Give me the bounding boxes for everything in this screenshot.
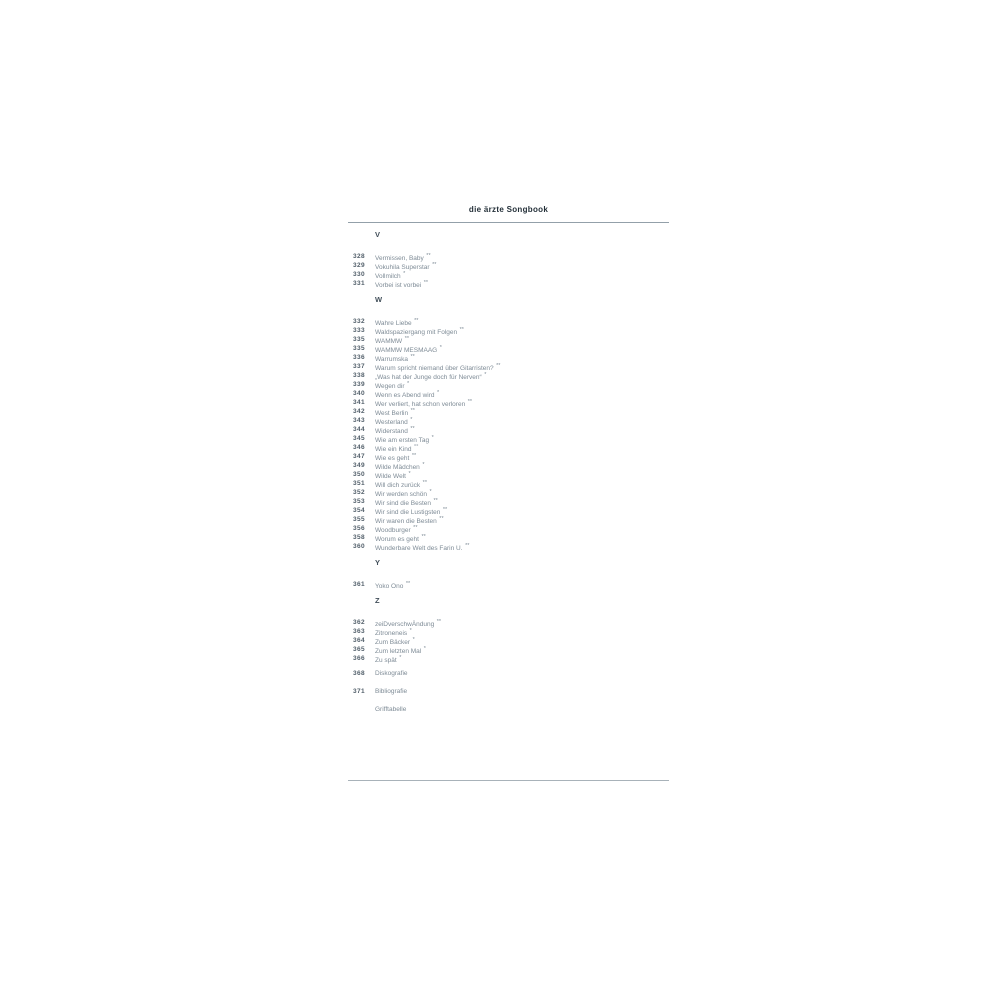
- toc-entry-title: Wahre Liebe **: [375, 318, 419, 327]
- difficulty-mark: *: [408, 417, 413, 423]
- difficulty-mark: *: [397, 655, 402, 661]
- toc-entry-title: Wer verliert, hat schon verloren **: [375, 399, 473, 408]
- difficulty-mark: *: [408, 628, 412, 634]
- toc-entry-title: Wenn es Abend wird *: [375, 390, 440, 399]
- difficulty-mark: *: [482, 372, 487, 378]
- difficulty-mark: **: [466, 399, 473, 405]
- toc-entry: [348, 398, 669, 407]
- difficulty-mark: **: [404, 581, 411, 587]
- difficulty-mark: **: [494, 363, 501, 369]
- toc-entry: [348, 371, 669, 380]
- toc-entry: [348, 687, 669, 696]
- toc-entry-page-number: 342: [352, 408, 365, 415]
- toc-entry: [348, 654, 669, 663]
- toc-entry-title: Wie es geht **: [375, 453, 417, 462]
- toc-entry: [348, 425, 669, 434]
- toc-section-W: [348, 296, 669, 551]
- toc-entry: [348, 261, 669, 270]
- toc-entry-page-number: 343: [352, 417, 365, 424]
- toc-entry: [348, 669, 669, 678]
- toc-entry-title: Wir waren die Besten **: [375, 516, 444, 525]
- difficulty-mark: *: [411, 637, 415, 643]
- difficulty-mark: *: [422, 646, 426, 652]
- toc-entry-title: Vollmilch *: [375, 271, 406, 280]
- toc-entry-title: Zu spät *: [375, 655, 402, 664]
- difficulty-mark: *: [406, 471, 411, 477]
- toc-section-Z: [348, 597, 669, 663]
- toc-entry-page-number: 346: [352, 444, 365, 451]
- difficulty-mark: **: [432, 498, 438, 504]
- toc-entry-title: Worum es geht **: [375, 534, 426, 543]
- toc-entry-page-number: 364: [352, 637, 365, 644]
- toc-entry-title: Woodburger **: [375, 525, 418, 534]
- toc-entry-title: Wegen dir *: [375, 381, 410, 390]
- toc-entry-title: Diskografie: [375, 670, 408, 677]
- toc-entry-page-number: 328: [352, 253, 365, 260]
- toc-entry: [348, 506, 669, 515]
- toc-entry-page-number: 349: [352, 462, 365, 469]
- toc-entry-title: Wilde Welt *: [375, 471, 411, 480]
- toc-entry-title: Wunderbare Welt des Farin U. **: [375, 543, 470, 552]
- toc-entry: [348, 389, 669, 398]
- toc-entry-title: Yoko Ono **: [375, 581, 411, 590]
- header-rule: [348, 222, 669, 223]
- toc-entry-page-number: 366: [352, 655, 365, 662]
- difficulty-mark: **: [441, 507, 448, 513]
- toc-entry-page-number: 351: [352, 480, 365, 487]
- toc-entry-page-number: 333: [352, 327, 365, 334]
- difficulty-mark: **: [424, 253, 431, 259]
- toc-entry-title: Grifftabelle: [375, 706, 407, 713]
- toc-entry-page-number: 361: [352, 581, 365, 588]
- difficulty-mark: **: [422, 280, 429, 286]
- toc-entry-title: Zitroneneis *: [375, 628, 412, 637]
- toc-entry-page-number: 368: [352, 670, 365, 677]
- toc-entry: [348, 380, 669, 389]
- toc-entry-page-number: 356: [352, 525, 365, 532]
- toc-entry-title: West Berlin **: [375, 408, 415, 417]
- toc-page: [348, 200, 669, 714]
- toc-entry-page-number: 336: [352, 354, 365, 361]
- toc-entry: [348, 461, 669, 470]
- difficulty-mark: *: [405, 381, 410, 387]
- toc-entry-page-number: 358: [352, 534, 365, 541]
- toc-entry-title: Vorbei ist vorbei **: [375, 280, 429, 289]
- toc-sections: [348, 231, 669, 663]
- toc-entry-title: Will dich zurück **: [375, 480, 427, 489]
- toc-entry: [348, 279, 669, 288]
- page-title: die ärzte Songbook: [468, 205, 549, 214]
- difficulty-mark: **: [412, 318, 419, 324]
- toc-entry-page-number: 340: [352, 390, 365, 397]
- toc-entry-page-number: 347: [352, 453, 365, 460]
- toc-entry-title: Warum spricht niemand über Gitarristen? **: [375, 363, 501, 372]
- toc-entry: [348, 515, 669, 524]
- toc-entry: [348, 618, 669, 627]
- difficulty-mark: *: [438, 345, 442, 351]
- toc-extras: [348, 669, 669, 714]
- difficulty-mark: **: [458, 327, 464, 333]
- toc-entry-title: Wir werden schön *: [375, 489, 432, 498]
- toc-entry-page-number: 329: [352, 262, 365, 269]
- toc-entry: [348, 326, 669, 335]
- toc-entry: [348, 407, 669, 416]
- difficulty-mark: *: [430, 435, 434, 441]
- toc-entry-page-number: [348, 705, 365, 714]
- toc-entry: [348, 470, 669, 479]
- toc-entry-page-number: 345: [352, 435, 365, 442]
- toc-entry-page-number: 339: [352, 381, 365, 388]
- toc-entry-title: Wilde Mädchen *: [375, 462, 425, 471]
- toc-entry-page-number: 335: [352, 345, 365, 352]
- toc-entry: [348, 452, 669, 461]
- toc-section-V: [348, 231, 669, 288]
- toc-entry: [348, 353, 669, 362]
- toc-entry-page-number: 335: [352, 336, 365, 343]
- toc-entry-page-number: 350: [352, 471, 365, 478]
- toc-entry-title: Waldspaziergang mit Folgen **: [375, 327, 464, 336]
- toc-entry-page-number: 341: [352, 399, 365, 406]
- toc-entry-title: Wir sind die Besten **: [375, 498, 438, 507]
- toc-entry-page-number: 338: [352, 372, 365, 379]
- toc-entry-title: Vokuhila Superstar **: [375, 262, 437, 271]
- toc-entry: [348, 317, 669, 326]
- toc-entry-page-number: 332: [352, 318, 365, 325]
- toc-entry-title: Wir sind die Lustigsten **: [375, 507, 448, 516]
- section-letter: V: [375, 230, 381, 239]
- toc-entry-title: Vermissen, Baby **: [375, 253, 431, 262]
- toc-entry: [348, 627, 669, 636]
- toc-entry-title: Bibliografie: [375, 688, 408, 695]
- difficulty-mark: **: [463, 543, 470, 549]
- difficulty-mark: *: [420, 462, 425, 468]
- toc-entry-page-number: 354: [352, 507, 365, 514]
- toc-entry: [348, 542, 669, 551]
- toc-entry: [348, 645, 669, 654]
- toc-entry: [348, 636, 669, 645]
- toc-entry-page-number: 344: [352, 426, 365, 433]
- difficulty-mark: **: [421, 480, 427, 486]
- toc-entry-title: WAMMW MESMAAG *: [375, 345, 442, 354]
- toc-entry-title: Warrumska **: [375, 354, 415, 363]
- difficulty-mark: **: [410, 453, 417, 459]
- difficulty-mark: **: [430, 262, 437, 268]
- difficulty-mark: **: [403, 336, 410, 342]
- difficulty-mark: **: [408, 426, 415, 432]
- toc-entry: [348, 533, 669, 542]
- toc-entry-page-number: 337: [352, 363, 365, 370]
- difficulty-mark: **: [408, 354, 415, 360]
- toc-entry-page-number: 362: [352, 619, 365, 626]
- toc-entry: [348, 416, 669, 425]
- difficulty-mark: **: [411, 525, 418, 531]
- toc-entry: [348, 335, 669, 344]
- toc-entry-title: Zum letzten Mal *: [375, 646, 426, 655]
- toc-entry: [348, 488, 669, 497]
- difficulty-mark: *: [428, 489, 432, 495]
- toc-entry: [348, 580, 669, 589]
- toc-entry-title: „Was hat der Junge doch für Nerven“ *: [375, 372, 487, 381]
- toc-entry-page-number: 365: [352, 646, 365, 653]
- toc-entry: [348, 434, 669, 443]
- toc-entry-page-number: 363: [352, 628, 365, 635]
- toc-entry: [348, 362, 669, 371]
- toc-entry: [348, 524, 669, 533]
- difficulty-mark: *: [401, 271, 406, 277]
- toc-entry-title: WAMMW **: [375, 336, 410, 345]
- section-letter: Z: [375, 596, 380, 605]
- toc-entry-page-number: 360: [352, 543, 365, 550]
- toc-entry-title: Zum Bäcker *: [375, 637, 415, 646]
- toc-entry: [348, 344, 669, 353]
- toc-entry-page-number: 331: [352, 280, 365, 287]
- toc-entry-page-number: 330: [352, 271, 365, 278]
- toc-entry: [348, 252, 669, 261]
- difficulty-mark: °°: [412, 444, 419, 450]
- toc-entry-page-number: 353: [352, 498, 365, 505]
- toc-entry-page-number: 352: [352, 489, 365, 496]
- toc-entry: [348, 705, 669, 714]
- section-letter: W: [375, 295, 383, 304]
- toc-entry-title: Wie ein Kind °°: [375, 444, 419, 453]
- toc-entry-page-number: 355: [352, 516, 365, 523]
- toc-entry: [348, 443, 669, 452]
- toc-entry-title: zeiDverschwÄndung **: [375, 619, 442, 628]
- toc-entry: [348, 497, 669, 506]
- toc-entry-title: Westerland *: [375, 417, 413, 426]
- footer-rule: [348, 780, 669, 781]
- section-letter: Y: [375, 558, 381, 567]
- toc-section-Y: [348, 559, 669, 589]
- difficulty-mark: **: [419, 534, 426, 540]
- toc-entry: [348, 270, 669, 279]
- toc-entry-title: Wie am ersten Tag *: [375, 435, 434, 444]
- difficulty-mark: **: [437, 516, 444, 522]
- difficulty-mark: **: [435, 619, 442, 625]
- toc-entry-title: Widerstand **: [375, 426, 415, 435]
- difficulty-mark: *: [435, 390, 440, 396]
- difficulty-mark: **: [409, 408, 415, 414]
- toc-entry: [348, 479, 669, 488]
- toc-entry-page-number: 371: [352, 688, 365, 695]
